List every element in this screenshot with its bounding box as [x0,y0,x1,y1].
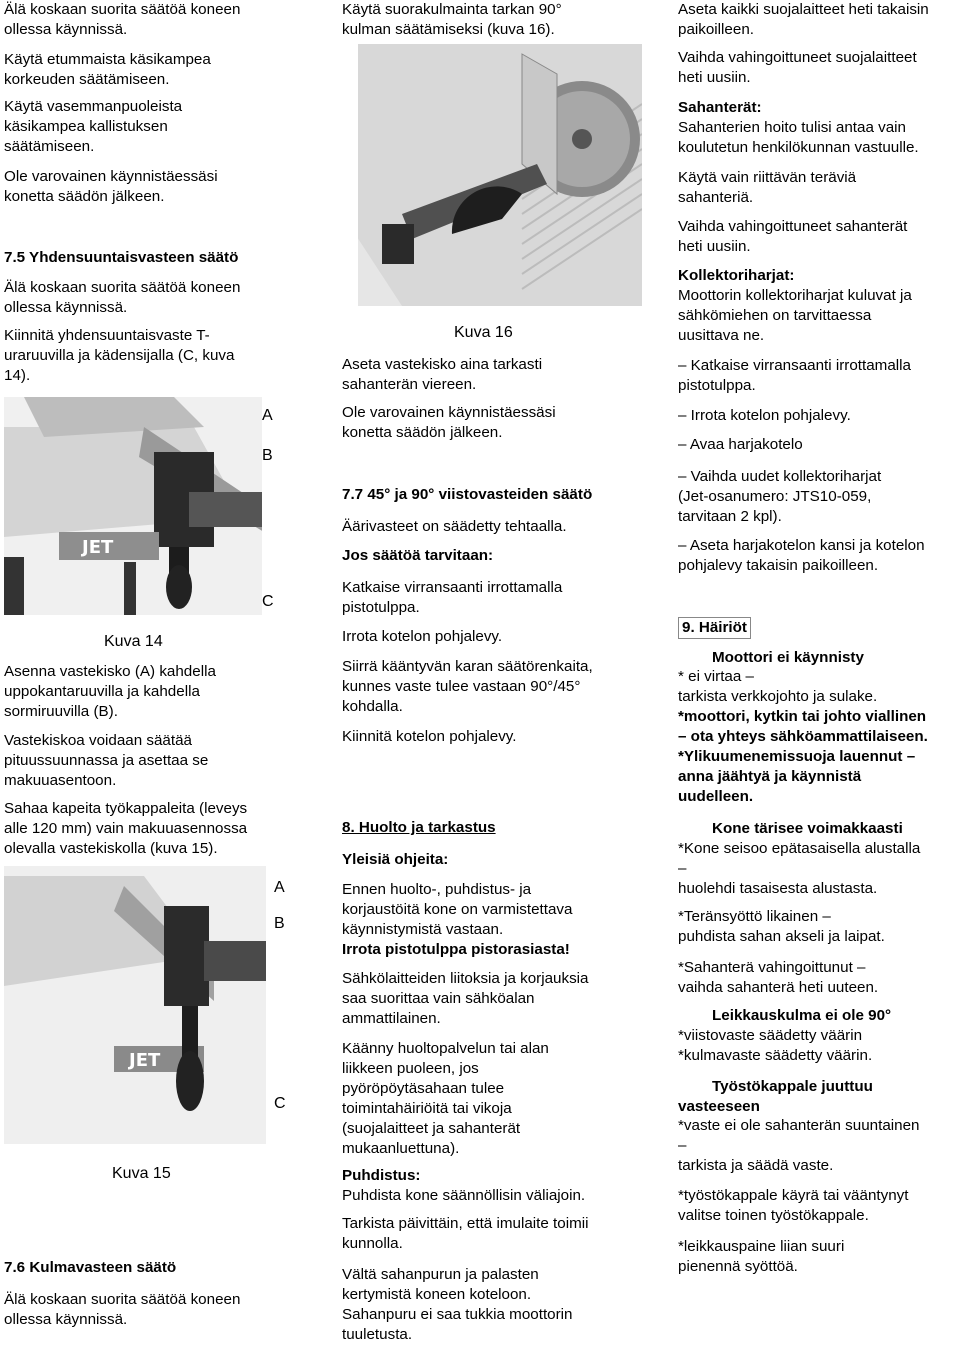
paragraph: Aseta kaikki suojalaitteet heti takaisin paikoilleen. [678,1,929,38]
figure-15-photo [4,866,300,1144]
paragraph: Käytä vain riittävän teräviä sahanteriä. [678,169,857,206]
paragraph: * ei virtaa – tarkista verkkojohto ja sulake. [678,668,878,705]
paragraph: Älä koskaan suorita säätöä koneen ollessa käynnissä. [4,1291,241,1328]
paragraph: *moottori, kytkin tai johto viallinen – ota yhteys sähköammattilaiseen. *Ylikuumenemissuoja lauennut – anna jäähtyä ja käynnistä uudelleen. [678,708,928,805]
subheading: Jos säätöä tarvitaan: [342,547,494,564]
figure-15-label-b: B [274,915,285,932]
paragraph: Vastekiskoa voidaan säätää pituussuunnassa ja asettaa se makuuasentoon. [4,732,209,789]
paragraph: Sähkölaitteiden liitoksia ja korjauksia saa suorittaa vain sähköalan ammattilainen. [342,970,589,1027]
figure-16-photo [342,44,642,306]
paragraph: Aseta vastekisko aina tarkasti sahanterän viereen. [342,356,543,393]
section-heading: 8. Huolto ja tarkastus [342,819,496,836]
paragraph: Tarkista päivittäin, että imulaite toimii kunnolla. [342,1215,589,1252]
paragraph: *vaste ei ole sahanterän suuntainen – tarkista ja säädä vaste. [678,1117,920,1174]
figure-14-caption: Kuva 14 [104,633,163,650]
paragraph: Älä koskaan suorita säätöä koneen ollessa käynnissä. [4,1,241,38]
figure-15-label-a: A [274,879,285,896]
paragraph: Irrota kotelon pohjalevy. [342,628,503,645]
paragraph: Siirrä kääntyvän karan säätörenkaita, kunnes vaste tulee vastaan 90°/45° kohdalla. [342,658,593,715]
troubleshooting-heading: Kone tärisee voimakkaasti [712,820,903,837]
figure-15-caption: Kuva 15 [112,1165,171,1182]
paragraph: Kiinnitä kotelon pohjalevy. [342,728,517,745]
list-item: – Avaa harjakotelo [678,436,803,453]
paragraph: Käytä suorakulmainta tarkan 90° kulman säätämiseksi (kuva 16). [342,1,562,38]
paragraph: Älä koskaan suorita säätöä koneen ollessa käynnissä. [4,279,241,316]
paragraph: Kollektoriharjat: Moottorin kollektoriharjat kuluvat ja sähkömiehen on tarvittaessa uusittava ne. [678,267,912,344]
paragraph: Käänny huoltopalvelun tai alan liikkeen puoleen, jos pyöröpöytäsahaan tulee toimintahäiriöitä tai vikoja (suojalaitteet ja sahanterät mukaanluettuna). [342,1040,549,1157]
paragraph: Ole varovainen käynnistäessäsi konetta säädön jälkeen. [342,404,556,441]
paragraph: Ole varovainen käynnistäessäsi konetta säädön jälkeen. [4,168,218,205]
troubleshooting-heading: Leikkauskulma ei ole 90° [712,1007,892,1024]
figure-14-label-c: C [262,593,274,610]
paragraph: Ennen huolto-, puhdistus- ja korjaustöitä kone on varmistettava käynnistymistä vastaan. Irrota pistotulppa pistorasiasta! [342,881,573,958]
figure-16-caption: Kuva 16 [454,324,513,341]
paragraph: Käytä vasemmanpuoleista käsikampea kallistuksen säätämiseen. [4,98,183,155]
paragraph: Puhdistus: Puhdista kone säännöllisin väliajoin. [342,1167,586,1204]
figure-14-label-b: B [262,447,273,464]
paragraph: Vaihda vahingoittuneet suojalaitteet heti uusiin. [678,49,917,86]
paragraph: *viistovaste säädetty väärin *kulmavaste säädetty väärin. [678,1027,873,1064]
figure-14-label-a: A [262,407,273,424]
paragraph: Äärivasteet on säädetty tehtaalla. [342,518,567,535]
paragraph: Vältä sahanpurun ja palasten kertymistä koneen koteloon. Sahanpuru ei saa tukkia moottorin tuuletusta. [342,1266,573,1343]
paragraph: *leikkauspaine liian suuri pienennä syöttöä. [678,1238,845,1275]
troubleshooting-heading: Moottori ei käynnisty [712,649,864,666]
svg-text:JET: JET [129,1050,161,1071]
paragraph: Katkaise virransaanti irrottamalla pistotulppa. [342,579,563,616]
svg-text:JET: JET [82,537,114,558]
paragraph: Vaihda vahingoittuneet sahanterät heti uusiin. [678,218,908,255]
section-heading: 7.7 45° ja 90° viistovasteiden säätö [342,486,593,503]
paragraph: *Teränsyöttö likainen – puhdista sahan akseli ja laipat. [678,908,885,945]
paragraph: Asenna vastekisko (A) kahdella uppokantaruuvilla ja kahdella sormiruuvilla (B). [4,663,216,720]
list-item: – Aseta harjakotelon kansi ja kotelon pohjalevy takaisin paikoilleen. [678,537,925,574]
paragraph: Sahanterät: Sahanterien hoito tulisi antaa vain koulutetun henkilökunnan vastuulle. [678,99,919,156]
section-heading: 9. Häiriöt [678,617,751,639]
list-item: – Irrota kotelon pohjalevy. [678,407,851,424]
paragraph: *Sahanterä vahingoittunut – vaihda sahanterä heti uuteen. [678,959,879,996]
paragraph: *Kone seisoo epätasaisella alustalla – huolehdi tasaisesta alustasta. [678,840,921,897]
paragraph: Sahaa kapeita työkappaleita (leveys alle 120 mm) vain makuuasennossa olevalla vastekiskolla (kuva 15). [4,800,248,857]
section-heading: 7.5 Yhdensuuntaisvasteen säätö [4,249,239,266]
subheading: Yleisiä ohjeita: [342,851,449,868]
paragraph: *työstökappale käyrä tai vääntynyt valitse toinen työstökappale. [678,1187,909,1224]
paragraph: Käytä etummaista käsikampea korkeuden säätämiseen. [4,51,211,88]
figure-14-photo [4,397,304,615]
section-heading: 7.6 Kulmavasteen säätö [4,1259,177,1276]
paragraph: Kiinnitä yhdensuuntaisvaste T- uraruuvilla ja kädensijalla (C, kuva 14). [4,327,235,384]
list-item: – Vaihda uudet kollektoriharjat (Jet-osanumero: JTS10-059, tarvitaan 2 kpl). [678,468,882,525]
figure-15-label-c: C [274,1095,286,1112]
list-item: – Katkaise virransaanti irrottamalla pistotulppa. [678,357,911,394]
troubleshooting-heading: Työstökappale juuttuu vasteeseen [678,1078,873,1115]
